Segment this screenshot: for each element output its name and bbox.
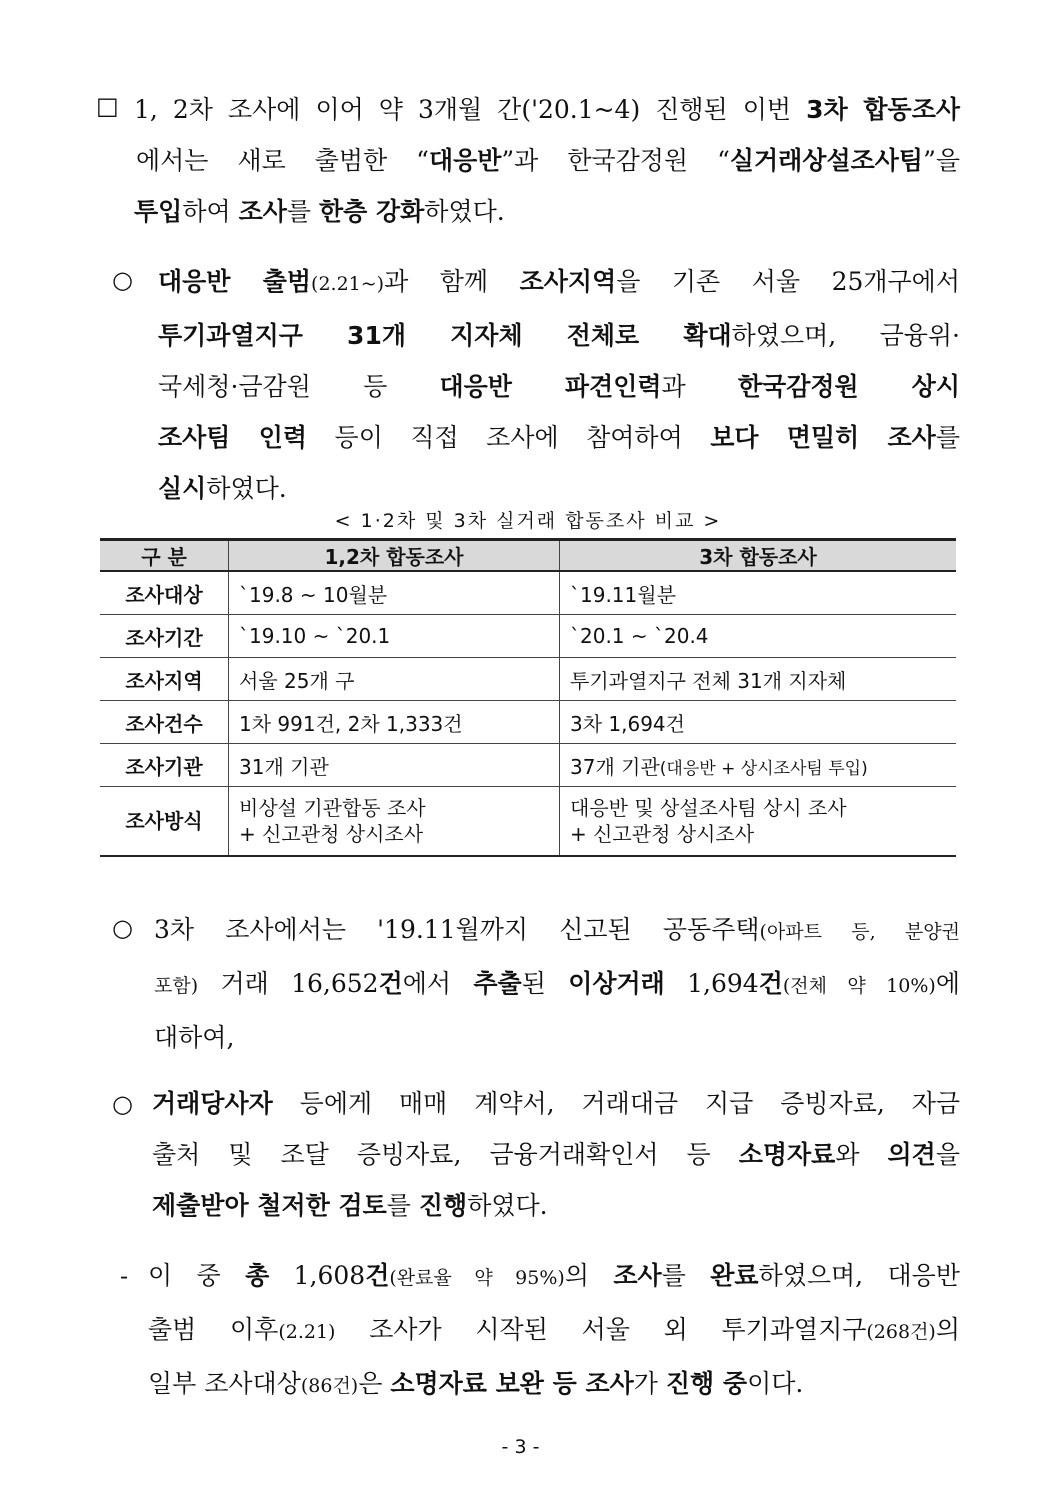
p2-line-3: 국세청·금감원 등 대응반 파견인력과 한국감정원 상시 (158, 372, 960, 401)
p5-line-3: 일부 조사대상(86건)은 소명자료 보완 등 조사가 진행 중이다. (148, 1369, 804, 1398)
cell-round-3: `20.1 ~ `20.4 (560, 615, 957, 658)
checkbox-marker: □ (96, 92, 119, 120)
p4-line-3: 제출받아 철저한 검토를 진행하였다. (152, 1191, 548, 1220)
header-round-1-2: 1,2차 합동조사 (229, 540, 560, 572)
table-caption: < 1·2차 및 3차 실거래 합동조사 비교 > (334, 510, 722, 532)
table-row (100, 787, 956, 857)
header-category: 구 분 (100, 540, 229, 572)
table-row (100, 615, 956, 658)
cell-round-1-2: 1차 991건, 2차 1,333건 (229, 701, 560, 744)
cell-round-1-2: `19.8 ~ 10월분 (229, 571, 560, 615)
p5-line-2: 출범 이후(2.21) 조사가 시작된 서울 외 투기과열지구(268건)의 (148, 1315, 960, 1344)
p3-line-3: 대하여, (154, 1023, 235, 1052)
paragraph-4 (152, 1078, 960, 1231)
comparison-table (100, 538, 956, 857)
p4-line-2: 출처 및 조달 증빙자료, 금융거래확인서 등 소명자료와 의견을 (152, 1140, 960, 1169)
p1-line-1: 1, 2차 조사에 이어 약 3개월 간('20.1~4) 진행된 이번 3차 합동조사 (134, 95, 960, 124)
row-label: 조사기관 (100, 744, 229, 787)
cell-round-1-2: `19.10 ~ `20.1 (229, 615, 560, 658)
header-round-3: 3차 합동조사 (560, 540, 957, 572)
cell-round-1-2: 31개 기관 (229, 744, 560, 787)
p2-line-2: 투기과열지구 31개 지자체 전체로 확대하였으며, 금융위· (158, 321, 960, 350)
cell-round-1-2: 서울 25개 구 (229, 658, 560, 701)
circle-marker: ○ (112, 914, 133, 942)
p2-line-5: 실시하였다. (158, 474, 287, 503)
table-row (100, 744, 956, 787)
row-label: 조사방식 (100, 787, 229, 857)
page-number: - 3 - (501, 1436, 540, 1458)
cell-note: (대응반 + 상시조사팀 투입) (659, 758, 868, 779)
circle-marker: ○ (112, 1090, 133, 1118)
p1-line-2: 에서는 새로 출범한 “대응반”과 한국감정원 “실거래상설조사팀”을 (136, 146, 960, 175)
row-label: 조사지역 (100, 658, 229, 701)
p1-line-3: 투입하여 조사를 한층 강화하였다. (134, 197, 505, 226)
table-row (100, 701, 956, 744)
paragraph-1 (134, 84, 960, 237)
cell-round-1-2: 비상설 기관합동 조사 + 신고관청 상시조사 (229, 787, 560, 857)
circle-marker: ○ (112, 266, 133, 294)
p2-line-1: 대응반 출범(2.21~)과 함께 조사지역을 기존 서울 25개구에서 (158, 267, 960, 296)
cell-round-3: 투기과열지구 전체 31개 지자체 (560, 658, 957, 701)
table-header-row (100, 540, 956, 572)
row-label: 조사건수 (100, 701, 229, 744)
cell-round-3: 대응반 및 상설조사팀 상시 조사 + 신고관청 상시조사 (560, 787, 957, 857)
paragraph-3 (154, 904, 960, 1063)
cell-round-3: 3차 1,694건 (560, 701, 957, 744)
paragraph-2 (158, 256, 960, 514)
row-label: 조사기간 (100, 615, 229, 658)
table-row (100, 571, 956, 615)
paragraph-5 (148, 1250, 960, 1412)
p2-line-4: 조사팀 인력 등이 직접 조사에 참여하여 보다 면밀히 조사를 (158, 423, 960, 452)
dash-marker: - (120, 1262, 129, 1290)
p3-line-1: 3차 조사에서는 '19.11월까지 신고된 공동주택(아파트 등, 분양권 (154, 915, 960, 944)
p4-line-1: 거래당사자 등에게 매매 계약서, 거래대금 지급 증빙자료, 자금 (152, 1089, 960, 1118)
row-label: 조사대상 (100, 571, 229, 615)
p3-line-2: 포함) 거래 16,652건에서 추출된 이상거래 1,694건(전체 약 10%)에 (154, 969, 960, 998)
cell-round-3: `19.11월분 (560, 571, 957, 615)
cell-round-3: 37개 기관(대응반 + 상시조사팀 투입) (560, 744, 957, 787)
p5-line-1: 이 중 총 1,608건(완료율 약 95%)의 조사를 완료하였으며, 대응반 (148, 1261, 960, 1290)
table-row (100, 658, 956, 701)
